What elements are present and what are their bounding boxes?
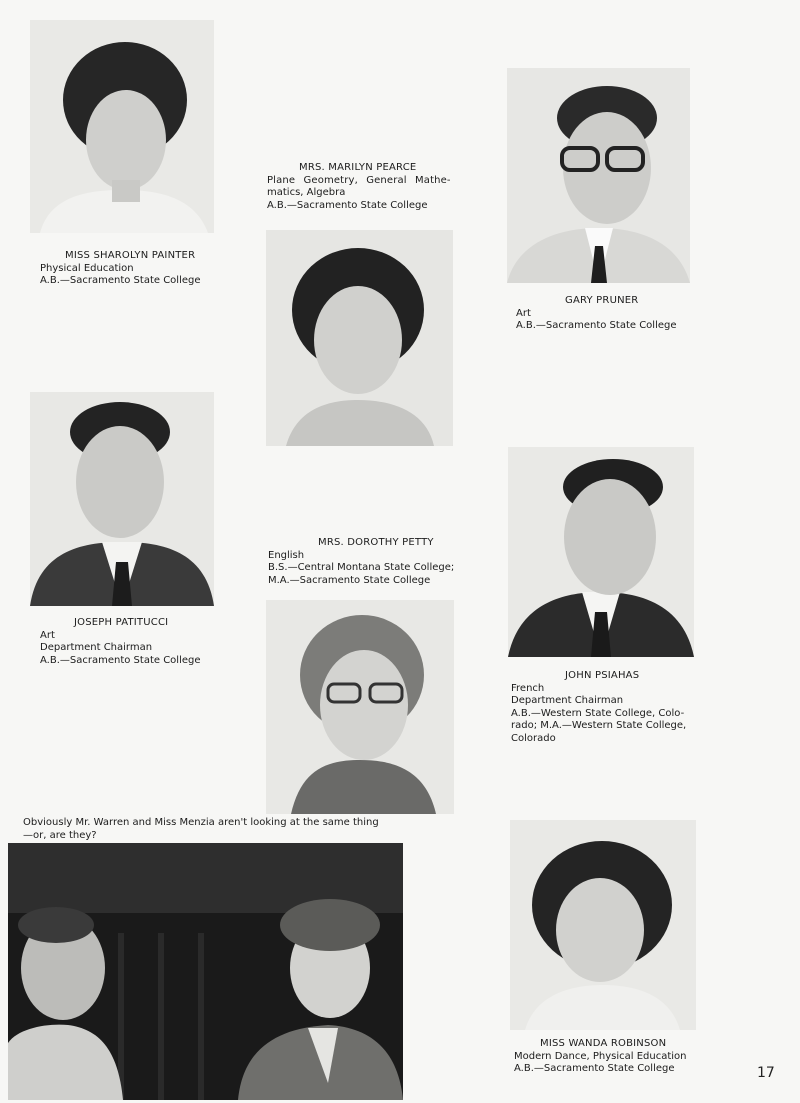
faculty-subject: matics, Algebra: [267, 187, 346, 198]
faculty-name: MRS. DOROTHY PETTY: [318, 537, 434, 548]
portrait-photo-patitucci: [30, 392, 214, 606]
faculty-subject: Modern Dance, Physical Education: [514, 1050, 687, 1062]
faculty-name: JOHN PSIAHAS: [565, 670, 640, 681]
faculty-name: GARY PRUNER: [565, 295, 639, 306]
faculty-degree: A.B.—Sacramento State College: [516, 320, 677, 331]
faculty-title: Department Chairman: [40, 642, 153, 653]
faculty-title: Department Chairman: [511, 695, 624, 706]
faculty-subject: Art: [40, 629, 55, 641]
faculty-caption-pearce: [267, 162, 462, 212]
faculty-name: MISS SHAROLYN PAINTER: [65, 250, 196, 261]
candid-photo: [8, 843, 403, 1100]
faculty-caption-patitucci: [40, 617, 240, 667]
faculty-subject: Plane Geometry, General Mathe-: [267, 174, 451, 186]
faculty-degree: B.S.—Central Montana State College;: [268, 562, 455, 573]
faculty-degree: Colorado: [511, 732, 556, 744]
faculty-subject: French: [511, 682, 545, 694]
faculty-caption-petty: [268, 537, 468, 587]
portrait-photo-psiahas: [508, 447, 694, 657]
faculty-name: JOSEPH PATITUCCI: [74, 617, 169, 628]
faculty-caption-psiahas: [511, 670, 706, 745]
faculty-subject: Art: [516, 307, 531, 319]
faculty-degree: A.B.—Western State College, Colo-: [511, 707, 685, 719]
page-number: 17: [757, 1065, 775, 1081]
portrait-photo-pearce: [266, 230, 453, 446]
candid-photo-caption: [23, 817, 403, 842]
faculty-degree: rado; M.A.—Western State College,: [511, 720, 687, 731]
portrait-photo-pruner: [507, 68, 690, 283]
faculty-caption-pruner: [516, 295, 706, 333]
candid-caption-line: Obviously Mr. Warren and Miss Menzia aren't looking at the same thing: [23, 817, 379, 828]
faculty-degree: A.B.—Sacramento State College: [267, 199, 428, 211]
faculty-degree: A.B.—Sacramento State College: [514, 1063, 675, 1074]
faculty-subject: Physical Education: [40, 262, 134, 274]
faculty-name: MISS WANDA ROBINSON: [540, 1038, 667, 1049]
faculty-caption-painter: [40, 250, 240, 288]
faculty-caption-robinson: [514, 1038, 714, 1076]
portrait-photo-painter: [30, 20, 214, 233]
faculty-degree: A.B.—Sacramento State College: [40, 654, 201, 666]
faculty-name: MRS. MARILYN PEARCE: [299, 162, 417, 173]
faculty-subject: English: [268, 549, 305, 561]
faculty-degree: M.A.—Sacramento State College: [268, 574, 431, 586]
portrait-photo-petty: [266, 600, 454, 814]
candid-caption-line: —or, are they?: [23, 829, 97, 841]
faculty-degree: A.B.—Sacramento State College: [40, 275, 201, 286]
portrait-photo-robinson: [510, 820, 696, 1030]
